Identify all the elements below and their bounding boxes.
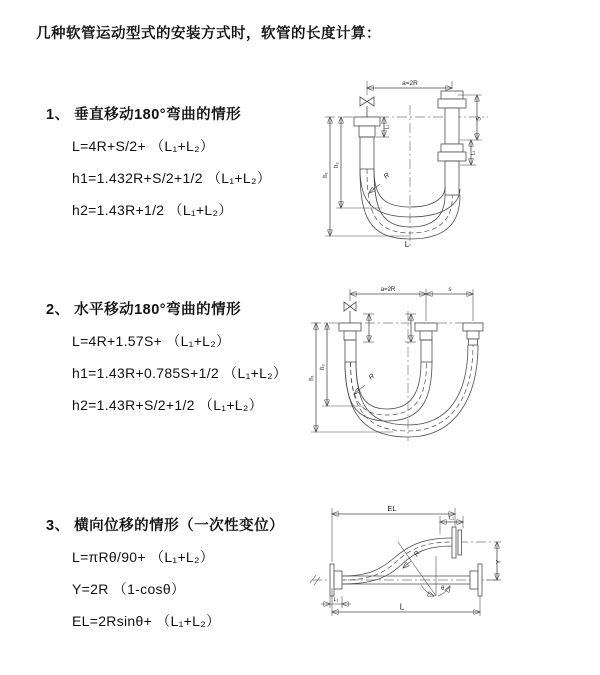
radius-callout (369, 172, 391, 193)
section-1-formulas (72, 130, 271, 226)
dim-label-s: s (448, 287, 452, 293)
diagram-lateral-displacement-drawing (300, 500, 597, 650)
dim-label-h1: h₁ (323, 172, 329, 178)
formula-h2: h2=1.43R+S/2+1/2 （L₁+L₂） (72, 397, 263, 413)
dim-label-l1-right: L₁ (470, 150, 477, 156)
dim-label-a2r: a=2R (380, 287, 396, 293)
section-2-heading: 2、 水平移动180°弯曲的情形 (46, 302, 242, 318)
left-pipe-fitting (339, 323, 361, 362)
section-lateral-displacement (46, 514, 284, 637)
formula-l: L=4R+S/2+ （L₁+L₂） (72, 138, 215, 154)
dim-label-h2: h₂ (320, 364, 326, 370)
diagram-vertical-bend (310, 75, 595, 255)
section-3-heading: 3、 横向位移的情形（一次性变位） (46, 518, 285, 534)
dim-label-h2: h₂ (334, 162, 340, 168)
section-3-formulas (72, 541, 284, 637)
dimension-l (332, 588, 480, 616)
dim-label-l1-left: L₁ (384, 124, 391, 130)
formula-h1: h1=1.432R+S/2+1/2 （L₁+L₂） (72, 170, 272, 186)
diagram-lateral-displacement (300, 500, 597, 650)
dim-label-y: Y (495, 559, 503, 565)
dim-label-l: L (404, 240, 410, 249)
dimension-h2 (320, 323, 363, 406)
section-horizontal-bend (46, 298, 287, 421)
dimension-y (486, 542, 503, 580)
middle-pipe-fitting (415, 323, 437, 362)
dim-label-l1-top: L₁ (449, 515, 454, 522)
formula-h2: h2=1.43R+1/2 （L₁+L₂） (72, 202, 233, 218)
dimension-a-2r (350, 287, 426, 321)
dimension-l1-bottom (321, 596, 351, 608)
dim-label-a2r: a=2R (402, 80, 418, 87)
left-pipe-fitting (354, 117, 380, 169)
centerlines (325, 105, 488, 247)
radius-label: R (367, 372, 377, 382)
right-flange-original (470, 564, 482, 596)
formula-h1: h1=1.43R+0.785S+1/2 （L₁+L₂） (72, 365, 288, 381)
formula-l: L=4R+1.57S+ （L₁+L₂） (72, 333, 231, 349)
formula-el: EL=2Rsinθ+ （L₁+L₂） (72, 613, 221, 629)
centerlines (311, 311, 486, 441)
theta-label: θ (441, 586, 445, 592)
dimension-a-2r (367, 80, 452, 95)
page-title: 几种软管运动型式的安装方式时，软管的长度计算： (36, 26, 381, 42)
section-2-formulas (72, 325, 287, 421)
upper-flange-displaced (452, 527, 462, 558)
right-pipe-fitting (438, 91, 466, 195)
dim-label-s: S (476, 116, 483, 122)
formula-y: Y=2R （1-cosθ） (72, 581, 186, 597)
hose-u-bend-positions (345, 345, 478, 437)
right-pipe-fitting (463, 323, 483, 345)
hose-s-curve (342, 538, 452, 584)
section-vertical-bend (46, 103, 271, 226)
dim-label-l: L (399, 602, 405, 612)
dimension-el (332, 504, 455, 562)
dim-label-h1: h₁ (309, 375, 315, 381)
diagram-horizontal-bend (303, 283, 595, 455)
radius-label: R (382, 171, 392, 181)
dim-label-l1-bottom: L₁ (333, 597, 339, 603)
valve-icon (360, 97, 374, 117)
section-1-heading: 1、 垂直移动180°弯曲的情形 (46, 107, 242, 123)
dim-label-el: EL (387, 504, 397, 513)
diagram-vertical-bend-drawing (310, 75, 595, 255)
dimension-s (426, 287, 473, 321)
radius-label: R (412, 549, 422, 559)
diagram-horizontal-bend-drawing (303, 283, 595, 455)
formula-l: L=πRθ/90+ （L₁+L₂） (72, 549, 215, 565)
valve-icon (344, 302, 356, 323)
